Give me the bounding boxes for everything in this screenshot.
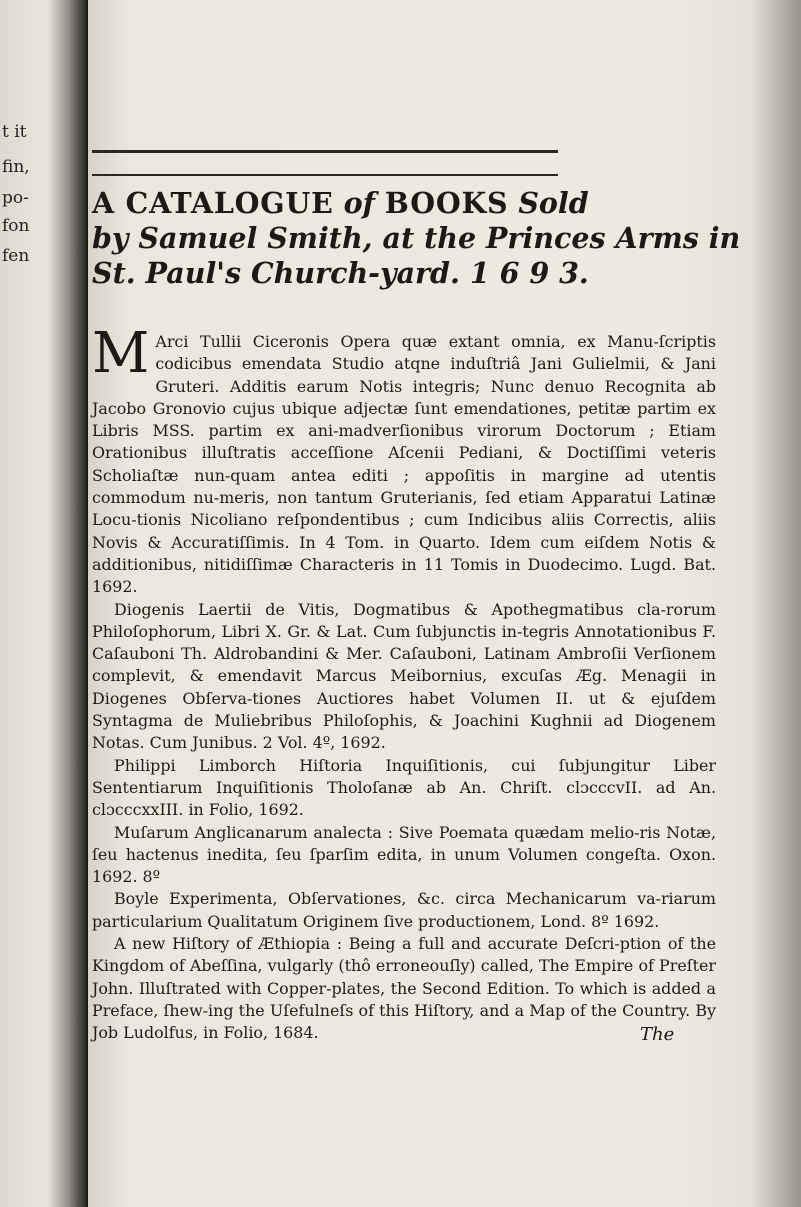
title-sold: Sold bbox=[518, 186, 589, 220]
catalogue-entry-limborch bbox=[92, 755, 716, 822]
entry-text: Muſarum Anglicanarum analecta : Sive Poemata quædam melio-ris Notæ, ſeu hactenus inedita, ſeu ſparſim edita, in unum Volumen congeſta. Oxon. 1692. 8º bbox=[92, 822, 716, 887]
header-rule-top bbox=[92, 150, 558, 153]
gutter-fragment: fen bbox=[2, 246, 30, 266]
header-rule-bottom bbox=[92, 174, 558, 176]
entry-text: A new Hiſtory of Æthiopia : Being a full and accurate Deſcri-ption of the Kingdom of Abeſſina, vulgarly (thô erroneouſly) called, The Empire of Preſter John. Illuſtrated with Copper-plates, the Second Edition. To which is added a Preface, ſhew-ing the Uſefulneſs of this Hiſtory, and a Map of the Country. By Job Ludolfus, in Folio, 1684. bbox=[92, 934, 716, 1043]
catalogue-entry-boyle bbox=[92, 888, 716, 933]
drop-cap: M bbox=[92, 321, 150, 386]
catalogue-entry-cicero bbox=[92, 321, 716, 599]
entry-text: Philippi Limborch Hiſtoria Inquiſitionis, cui ſubjungitur Liber Sententiarum Inquiſitionis Tholoſanæ ab An. Chriſt. clɔcccvII. ad An. clɔcccxxIII. in Folio, 1692. bbox=[92, 755, 716, 820]
entry-text: Boyle Experimenta, Obſervationes, &c. circa Mechanicarum va-riarum particularium Qualitatum Originem ſive productionem, Lond. 8º 1692. bbox=[92, 889, 716, 931]
catalogue-entry-ethiopia bbox=[92, 933, 716, 1044]
gutter-fragment: po- bbox=[2, 188, 29, 208]
title-line-1 bbox=[92, 186, 712, 221]
gutter-fragment: t it bbox=[2, 122, 27, 142]
title-line-3: St. Paul's Church-yard. 1 6 9 3. bbox=[92, 256, 589, 290]
title-of: of bbox=[343, 186, 375, 220]
title-line-2: by Samuel Smith, at the Princes Arms in bbox=[92, 221, 741, 255]
catalogue-entry-musarum bbox=[92, 822, 716, 889]
page-title bbox=[92, 186, 741, 291]
entry-text: Diogenis Laertii de Vitis, Dogmatibus & Apothegmatibus cla-rorum Philoſophorum, Libri X. Gr. & Lat. Cum ſubjunctis in-tegris Annotationibus F. Caſauboni Th. Aldrobandini & Mer. Caſauboni, Latinam Ambroſii Verſionem complevit, & emendavit Marcus Meibornius, excuſas Æg. Menagii in Diogenes Obſerva-tiones Auctiores habet Volumen II. ut & ejuſdem Syntagma de Muliebribus Philoſophis, & Joachini Kughnii ad Diogenem Notas. Cum Junibus. 2 Vol. 4º, 1692. bbox=[92, 599, 716, 753]
title-books: BOOKS bbox=[384, 186, 509, 220]
catalogue-entry-diogenes bbox=[92, 599, 716, 755]
facing-page-gutter bbox=[0, 0, 86, 1207]
title-catalogue: A CATALOGUE bbox=[92, 186, 334, 220]
gutter-fragment: fon bbox=[2, 216, 30, 236]
entry-text: Arci Tullii Ciceronis Opera quæ extant omnia, ex Manu-ſcriptis codicibus emendata Studio atqne induſtriâ Jani Gulielmii, & Jani Gruteri. Additis earum Notis integris; Nunc denuo Recognita ab Jacobo Gronovio cujus ubique adjectæ ſunt emendationes, petitæ partim ex Libris MSS. partim ex ani-madverſionibus virorum Doctorum ; Etiam Orationibus illuſtratis acceſſione Aſcenii Pediani, & Doctiſſimi veteris Scholiaſtæ nun-quam antea editi ; appoſitis in margine ad utentis commodum nu-meris, non tantum Gruterianis, ſed etiam Apparatui Latinæ Locu-tionis Nicoliano reſpondentibus ; cum Indicibus aliis Correctis, aliis Novis & Accuratiſſimis. In 4 Tom. in Quarto. Idem cum eiſdem Notis & additionibus, nitidiſſimæ Characteris in 11 Tomis in Duodecimo. Lugd. Bat. 1692. bbox=[92, 332, 716, 597]
gutter-fragment: fin, bbox=[2, 157, 30, 177]
catchword: The bbox=[640, 1024, 675, 1045]
catalogue-body bbox=[92, 321, 716, 1045]
